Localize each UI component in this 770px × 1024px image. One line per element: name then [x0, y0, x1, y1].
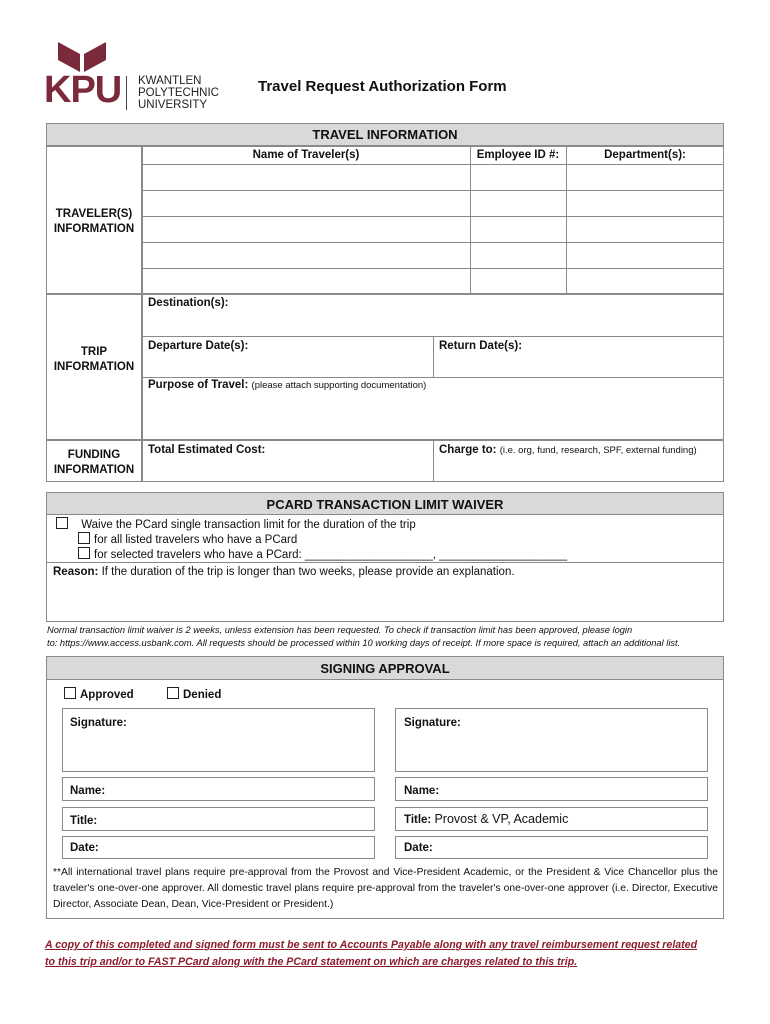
name-label-left: Name: — [70, 785, 106, 797]
pcard-note-2: to: https://www.access.usbank.com. All requests should be processed within 10 working days of receipt. If more space is required, attach an additional list. — [47, 638, 681, 648]
signature-label-left: Signature: — [70, 717, 127, 729]
name-field-right[interactable] — [395, 777, 708, 801]
trip-label-2: INFORMATION — [53, 361, 135, 373]
charge-to-label: Charge to: — [439, 444, 497, 456]
title-label-right: Title: — [404, 814, 432, 826]
traveler-name-field-5[interactable] — [143, 269, 469, 294]
travel-info-header: TRAVEL INFORMATION — [46, 123, 724, 146]
denied-label: Denied — [183, 689, 222, 701]
reason-label: Reason: — [53, 566, 99, 578]
logo-line2: POLYTECHNIC — [138, 87, 219, 99]
traveler-name-field-2[interactable] — [143, 191, 469, 216]
traveler-name-field-3[interactable] — [143, 217, 469, 242]
name-field-left[interactable] — [62, 777, 375, 801]
traveler-name-field-4[interactable] — [143, 243, 469, 268]
return-label: Return Date(s): — [439, 340, 523, 352]
footer-line-2: to this trip and/or to FAST PCard along with the PCard statement on which are charges related to this trip. — [45, 956, 578, 968]
approval-footnote: **All international travel plans require pre-approval from the Provost and Vice-President Academic, or the President & Vice Chancellor plus the traveler's one-over-one approver. All domestic travel plans require pre-approval from the traveler's one-over-one approver (i.e. Director, Executive Director, Associate Dean, Dean, Vice-President or President.) — [53, 867, 718, 910]
name-label-right: Name: — [404, 785, 440, 797]
travelers-label-2: INFORMATION — [53, 223, 135, 235]
date-field-left[interactable] — [62, 836, 375, 859]
purpose-label: Purpose of Travel: — [148, 379, 249, 391]
kpu-logo — [44, 40, 234, 112]
purpose-note: (please attach supporting documentation) — [251, 380, 427, 391]
denied-checkbox[interactable] — [167, 687, 179, 699]
logo-line1: KWANTLEN — [138, 75, 202, 87]
approved-label: Approved — [80, 689, 134, 701]
approval-header: SIGNING APPROVAL — [46, 656, 724, 680]
title-label-left: Title: — [70, 815, 98, 827]
col-name-of-travelers: Name of Traveler(s) — [252, 149, 360, 161]
col-employee-id: Employee ID #: — [476, 149, 560, 161]
travelers-label-1: TRAVELER(S) — [55, 208, 133, 220]
employee-id-field[interactable] — [471, 165, 566, 294]
form-title: Travel Request Authorization Form — [258, 78, 507, 95]
destination-field[interactable] — [142, 294, 724, 337]
pcard-header: PCARD TRANSACTION LIMIT WAIVER — [46, 492, 724, 515]
date-label-right: Date: — [404, 842, 433, 854]
reason-text: If the duration of the trip is longer than two weeks, please provide an explanation. — [98, 566, 515, 578]
date-label-left: Date: — [70, 842, 99, 854]
all-travelers-label: for all listed travelers who have a PCard — [94, 534, 298, 546]
pcard-note-1: Normal transaction limit waiver is 2 weeks, unless extension has been requested. To check if transaction limit has been approved, please login — [47, 625, 633, 635]
title-field-left[interactable] — [62, 807, 375, 831]
date-field-right[interactable] — [395, 836, 708, 859]
selected-travelers-checkbox[interactable] — [78, 547, 90, 559]
charge-to-note: (i.e. org, fund, research, SPF, external funding) — [499, 445, 697, 456]
logo-mark: KPU — [44, 69, 122, 111]
all-travelers-checkbox[interactable] — [78, 532, 90, 544]
trip-label-1: TRIP — [80, 346, 108, 358]
title-value-right: Provost & VP, Academic — [434, 812, 569, 826]
signature-label-right: Signature: — [404, 717, 461, 729]
selected-travelers-label: for selected travelers who have a PCard: ____________________, ____________________ — [94, 549, 568, 561]
funding-label-2: INFORMATION — [53, 464, 135, 476]
total-cost-label: Total Estimated Cost: — [148, 444, 266, 456]
traveler-name-field-1[interactable] — [143, 165, 469, 190]
logo-line3: UNIVERSITY — [138, 99, 208, 111]
col-departments: Department(s): — [604, 149, 686, 161]
departure-label: Departure Date(s): — [148, 340, 249, 352]
waive-limit-label: Waive the PCard single transaction limit for the duration of the trip — [81, 519, 416, 531]
funding-label-1: FUNDING — [67, 449, 121, 461]
waive-limit-checkbox[interactable] — [56, 517, 68, 529]
approved-checkbox[interactable] — [64, 687, 76, 699]
destination-label: Destination(s): — [148, 297, 229, 309]
department-field[interactable] — [567, 165, 724, 294]
footer-line-1: A copy of this completed and signed form must be sent to Accounts Payable along with any travel reimbursement request related — [45, 939, 698, 951]
reason-field[interactable] — [47, 580, 723, 621]
